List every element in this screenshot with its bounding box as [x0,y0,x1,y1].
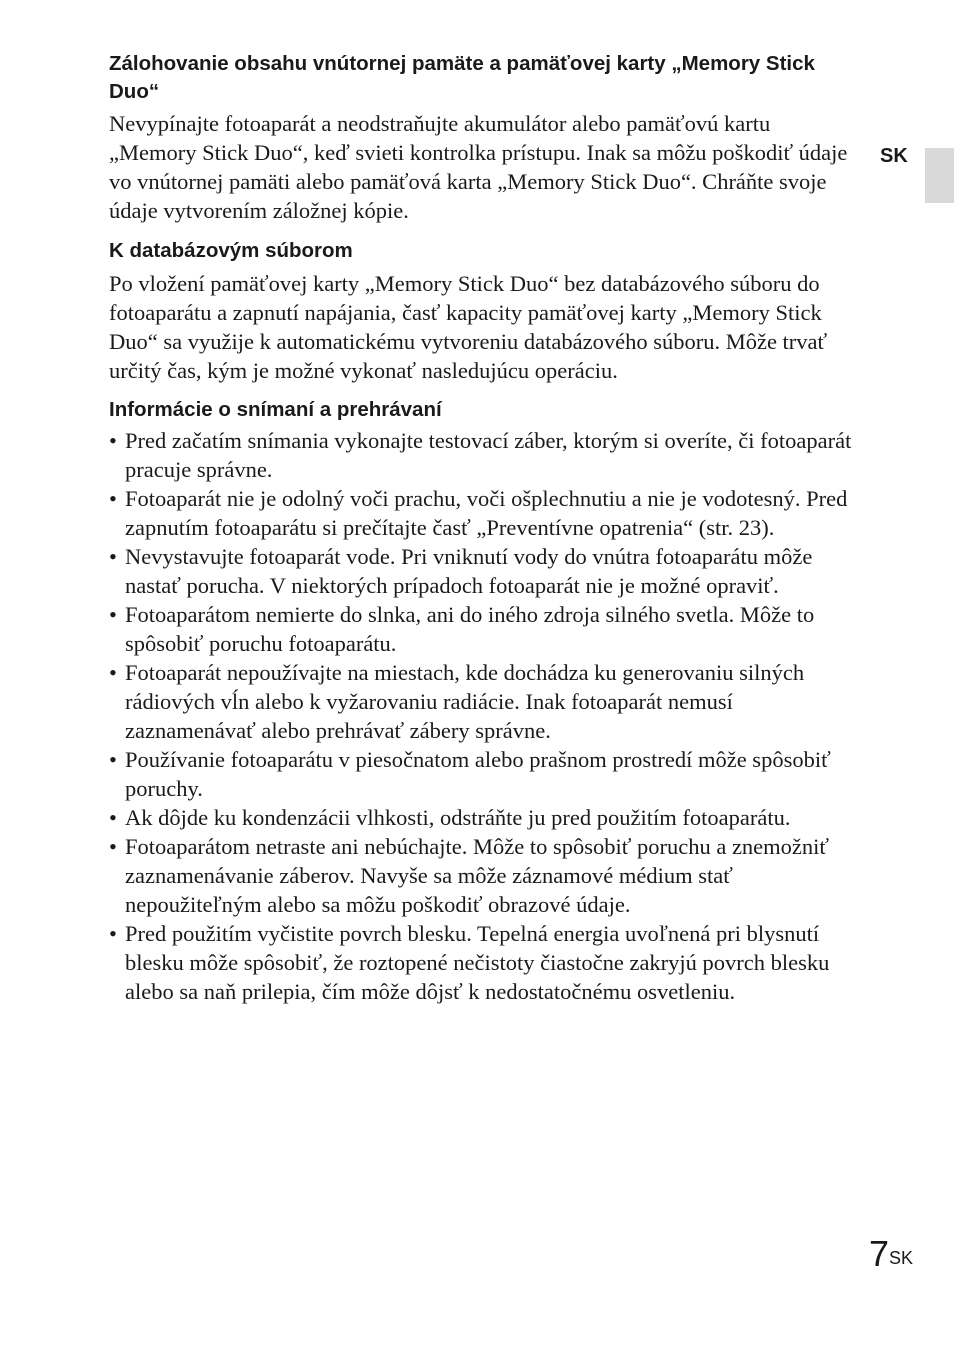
section-database [109,237,861,385]
list-item [109,542,861,600]
list-item [109,919,861,1006]
section-heading: K databázovým súborom [109,239,353,262]
list-item-text: Ak dôjde ku kondenzácii vlhkosti, odstráňte ju pred použitím fotoaparátu. [125,805,791,830]
list-item-text: Fotoaparátom nemierte do slnka, ani do iného zdroja silného svetla. Môže to spôsobiť poruchu fotoaparátu. [125,602,815,656]
section-backup [109,50,861,225]
list-item [109,426,861,484]
list-item [109,832,861,919]
list-item [109,803,861,832]
section-paragraph: Po vložení pamäťovej karty „Memory Stick Duo“ bez databázového súboru do fotoaparátu a zapnutí napájania, časť kapacity pamäťovej karty „Memory Stick Duo“ sa využije k automatickému vytvoreniu databázového súboru. Môže trvať určitý čas, kým je možné vykonať nasledujúcu operáciu. [109,271,828,383]
list-item-text: Používanie fotoaparátu v piesočnatom alebo prašnom prostredí môže spôsobiť poruchy. [125,747,831,801]
list-item-text: Pred použitím vyčistite povrch blesku. Tepelná energia uvoľnená pri blysnutí blesku môže spôsobiť, že roztopené nečistoty čiastočne zakryjú povrch blesku alebo sa naň prilepia, čím môže dôjsť k nedostatočnému osvetleniu. [125,921,830,1004]
thumb-index-tab [925,148,954,203]
bullet-icon: • [109,486,117,511]
bullet-icon: • [109,660,117,685]
section-heading: Informácie o snímaní a prehrávaní [109,398,442,421]
list-item-text: Nevystavujte fotoaparát vode. Pri vniknutí vody do vnútra fotoaparátu môže nastať porucha. V niektorých prípadoch fotoaparát nie je možné opraviť. [125,544,813,598]
section-heading: Zálohovanie obsahu vnútornej pamäte a pamäťovej karty „Memory Stick Duo“ [109,52,815,103]
language-label: SK [880,145,908,167]
bullet-icon: • [109,544,117,569]
list-item-text: Fotoaparát nie je odolný voči prachu, voči ošplechnutiu a nie je vodotesný. Pred zapnutím fotoaparátu si prečítajte časť „Preventívne opatrenia“ (str. 23). [125,486,848,540]
list-item [109,600,861,658]
bullet-icon: • [109,805,117,830]
section-paragraph: Nevypínajte fotoaparát a neodstraňujte akumulátor alebo pamäťovú kartu „Memory Stick Duo“, keď svieti kontrolka prístupu. Inak sa môžu poškodiť údaje vo vnútornej pamäti alebo pamäťová karta „Memory Stick Duo“. Chráňte svoje údaje vytvorením záložnej kópie. [109,111,848,223]
bullet-icon: • [109,602,117,627]
section-shooting-playback [109,396,861,1006]
page-number-suffix: SK [889,1248,914,1268]
page-number-value: 7 [869,1233,890,1274]
bullet-icon: • [109,921,117,946]
page-number [869,1232,913,1276]
bullet-list [109,426,861,1006]
list-item-text: Pred začatím snímania vykonajte testovací záber, ktorým si overíte, či fotoaparát pracuje správne. [125,428,852,482]
document-page [109,50,861,1006]
bullet-icon: • [109,747,117,772]
list-item [109,745,861,803]
list-item-text: Fotoaparátom netraste ani nebúchajte. Môže to spôsobiť poruchu a znemožniť zaznamenávanie záberov. Navyše sa môže záznamové médium stať nepoužiteľným alebo sa môžu poškodiť obrazové údaje. [125,834,830,917]
bullet-icon: • [109,834,117,859]
list-item-text: Fotoaparát nepoužívajte na miestach, kde dochádza ku generovaniu silných rádiových vĺn alebo k vyžarovaniu radiácie. Inak fotoaparát nemusí zaznamenávať alebo prehrávať zábery správne. [125,660,805,743]
list-item [109,484,861,542]
list-item [109,658,861,745]
bullet-icon: • [109,428,117,453]
